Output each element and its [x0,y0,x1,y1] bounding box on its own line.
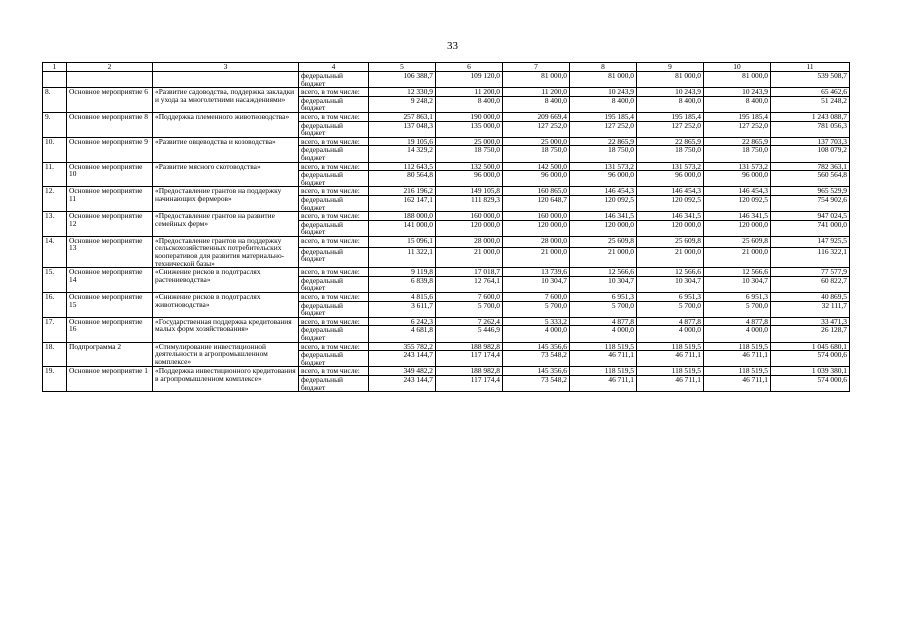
value-cell: 243 144,7 [369,351,436,367]
value-cell: 6 951,3 [704,293,771,302]
value-cell: 190 000,0 [436,112,503,121]
value-cell: 32 111,7 [771,301,850,317]
value-cell: 81 000,0 [570,72,637,88]
row-number: 9. [43,112,67,137]
value-cell: 560 564,8 [771,171,850,187]
value-cell: 51 248,2 [771,96,850,112]
indicator-cell: федеральный бюджет [299,375,369,391]
value-cell: 60 822,7 [771,276,850,292]
value-cell: 120 000,0 [503,220,570,236]
value-cell: 539 508,7 [771,72,850,88]
value-cell: 120 648,7 [503,195,570,211]
value-cell: 4 815,6 [369,293,436,302]
value-cell: 127 252,0 [704,121,771,137]
value-cell: 1 243 088,7 [771,112,850,121]
measure-title: «Государственная поддержка кредитования малых форм хозяйствования» [153,317,299,342]
value-cell: 135 000,0 [436,121,503,137]
row-number: 8. [43,88,67,113]
value-cell: 781 056,3 [771,121,850,137]
table-row [43,187,850,196]
value-cell: 22 865,9 [637,137,704,146]
value-cell: 109 120,0 [436,72,503,88]
value-cell: 118 519,5 [704,367,771,376]
value-cell: 349 482,2 [369,367,436,376]
indicator-cell: всего, в том числе: [299,212,369,221]
value-cell: 22 865,9 [570,137,637,146]
value-cell: 10 243,9 [637,88,704,97]
column-header: 10 [704,63,771,72]
value-cell: 146 341,5 [570,212,637,221]
value-cell: 6 839,8 [369,276,436,292]
value-cell: 8 400,0 [570,96,637,112]
measure-title: «Предоставление грантов на развитие семейных ферм» [153,212,299,237]
column-header: 5 [369,63,436,72]
measure-name: Основное мероприятие 13 [67,236,153,267]
value-cell: 120 092,5 [570,195,637,211]
indicator-cell: федеральный бюджет [299,195,369,211]
value-cell: 46 711,1 [570,351,637,367]
value-cell: 4 877,8 [637,317,704,326]
table-row [43,342,850,351]
value-cell: 137 048,3 [369,121,436,137]
value-cell: 9 119,8 [369,268,436,277]
value-cell: 120 000,0 [436,220,503,236]
indicator-cell: всего, в том числе: [299,236,369,247]
value-cell: 118 519,5 [570,342,637,351]
value-cell: 7 262,4 [436,317,503,326]
value-cell: 574 000,6 [771,351,850,367]
value-cell: 137 703,3 [771,137,850,146]
table-row [43,137,850,146]
value-cell: 160 000,0 [503,212,570,221]
value-cell: 96 000,0 [436,171,503,187]
value-cell: 146 341,5 [637,212,704,221]
value-cell: 11 322,1 [369,247,436,268]
value-cell: 120 000,0 [570,220,637,236]
value-cell: 6 242,3 [369,317,436,326]
value-cell: 9 248,2 [369,96,436,112]
indicator-cell: федеральный бюджет [299,121,369,137]
value-cell: 120 092,5 [704,195,771,211]
value-cell: 19 105,6 [369,137,436,146]
value-cell: 117 174,4 [436,351,503,367]
measure-name: Основное мероприятие 1 [67,367,153,392]
row-number: 16. [43,293,67,318]
value-cell: 46 711,1 [704,375,771,391]
indicator-cell: федеральный бюджет [299,326,369,342]
value-cell: 77 577,9 [771,268,850,277]
value-cell: 4 000,0 [570,326,637,342]
indicator-cell: федеральный бюджет [299,171,369,187]
table-row [43,112,850,121]
value-cell: 243 144,7 [369,375,436,391]
value-cell: 965 529,9 [771,187,850,196]
value-cell: 73 548,2 [503,351,570,367]
value-cell: 6 951,3 [637,293,704,302]
value-cell: 162 147,1 [369,195,436,211]
value-cell: 8 400,0 [436,96,503,112]
measure-title: «Снижение рисков в подотраслях растениеводства» [153,268,299,293]
row-number: 12. [43,187,67,212]
indicator-cell: федеральный бюджет [299,301,369,317]
value-cell: 195 185,4 [704,112,771,121]
value-cell: 73 548,2 [503,375,570,391]
table-row [43,293,850,302]
column-header: 8 [570,63,637,72]
value-cell: 4 877,8 [570,317,637,326]
value-cell: 127 252,0 [637,121,704,137]
value-cell: 195 185,4 [570,112,637,121]
value-cell: 33 471,3 [771,317,850,326]
row-number: 19. [43,367,67,392]
value-cell: 111 829,3 [436,195,503,211]
value-cell: 10 243,9 [704,88,771,97]
value-cell: 5 700,0 [637,301,704,317]
row-number: 14. [43,236,67,267]
value-cell: 11 200,0 [436,88,503,97]
indicator-cell: всего, в том числе: [299,137,369,146]
measure-title: «Поддержка инвестиционного кредитования в агропромышленном комплексе» [153,367,299,392]
table-row [43,72,850,88]
value-cell: 46 711,1 [570,375,637,391]
value-cell: 21 000,0 [503,247,570,268]
value-cell: 25 000,0 [503,137,570,146]
value-cell: 8 400,0 [503,96,570,112]
indicator-cell: федеральный бюджет [299,247,369,268]
value-cell: 8 400,0 [637,96,704,112]
indicator-cell: всего, в том числе: [299,162,369,171]
column-header: 3 [153,63,299,72]
value-cell: 131 573,2 [570,162,637,171]
value-cell: 216 196,2 [369,187,436,196]
value-cell: 96 000,0 [570,171,637,187]
value-cell: 5 700,0 [704,301,771,317]
value-cell: 146 454,3 [704,187,771,196]
row-number: 10. [43,137,67,162]
value-cell: 4 000,0 [503,326,570,342]
value-cell: 142 500,0 [503,162,570,171]
value-cell: 12 764,1 [436,276,503,292]
value-cell: 5 700,0 [436,301,503,317]
value-cell: 209 669,4 [503,112,570,121]
value-cell: 28 000,0 [436,236,503,247]
header-row [43,63,850,72]
value-cell: 120 000,0 [704,220,771,236]
column-header: 2 [67,63,153,72]
value-cell: 26 128,7 [771,326,850,342]
value-cell: 160 865,0 [503,187,570,196]
value-cell: 188 982,8 [436,367,503,376]
value-cell: 3 611,7 [369,301,436,317]
measure-name: Основное мероприятие 15 [67,293,153,318]
value-cell: 145 356,6 [503,342,570,351]
value-cell: 46 711,1 [637,375,704,391]
value-cell: 10 304,7 [704,276,771,292]
page-number: 33 [447,40,458,52]
value-cell: 18 750,0 [704,146,771,162]
value-cell: 18 750,0 [503,146,570,162]
value-cell: 17 018,7 [436,268,503,277]
value-cell: 149 105,8 [436,187,503,196]
value-cell: 782 363,1 [771,162,850,171]
column-header: 11 [771,63,850,72]
value-cell: 25 609,8 [570,236,637,247]
indicator-cell: федеральный бюджет [299,146,369,162]
value-cell: 6 951,3 [570,293,637,302]
value-cell: 21 000,0 [704,247,771,268]
value-cell: 40 869,5 [771,293,850,302]
table-row [43,317,850,326]
measure-name: Подпрограмма 2 [67,342,153,367]
value-cell: 145 356,6 [503,367,570,376]
column-header: 1 [43,63,67,72]
value-cell: 12 330,9 [369,88,436,97]
value-cell: 355 782,2 [369,342,436,351]
value-cell: 127 252,0 [503,121,570,137]
value-cell: 96 000,0 [704,171,771,187]
value-cell: 188 982,8 [436,342,503,351]
value-cell: 1 039 380,1 [771,367,850,376]
column-header: 6 [436,63,503,72]
value-cell: 4 681,8 [369,326,436,342]
value-cell: 4 000,0 [704,326,771,342]
indicator-cell: всего, в том числе: [299,112,369,121]
value-cell: 81 000,0 [503,72,570,88]
value-cell: 10 304,7 [570,276,637,292]
indicator-cell: всего, в том числе: [299,268,369,277]
value-cell: 127 252,0 [570,121,637,137]
column-header: 7 [503,63,570,72]
value-cell: 5 700,0 [570,301,637,317]
value-cell: 12 566,6 [704,268,771,277]
value-cell: 18 750,0 [570,146,637,162]
value-cell: 18 750,0 [436,146,503,162]
indicator-cell: всего, в том числе: [299,317,369,326]
value-cell: 754 902,6 [771,195,850,211]
value-cell: 12 566,6 [637,268,704,277]
indicator-cell: всего, в том числе: [299,342,369,351]
measure-name: Основное мероприятие 8 [67,112,153,137]
measure-name: Основное мероприятие 14 [67,268,153,293]
value-cell: 147 925,5 [771,236,850,247]
column-header: 4 [299,63,369,72]
indicator-cell: федеральный бюджет [299,72,369,88]
row-number: 18. [43,342,67,367]
value-cell: 81 000,0 [637,72,704,88]
table-row [43,268,850,277]
value-cell: 7 600,0 [503,293,570,302]
value-cell: 146 341,5 [704,212,771,221]
value-cell: 1 045 680,1 [771,342,850,351]
indicator-cell: федеральный бюджет [299,220,369,236]
value-cell: 118 519,5 [637,367,704,376]
indicator-cell: федеральный бюджет [299,351,369,367]
value-cell: 141 000,0 [369,220,436,236]
value-cell: 46 711,1 [704,351,771,367]
value-cell: 5 333,2 [503,317,570,326]
value-cell: 120 092,5 [637,195,704,211]
value-cell: 257 863,1 [369,112,436,121]
measure-title: «Развитие мясного скотоводства» [153,162,299,187]
value-cell: 188 000,0 [369,212,436,221]
value-cell: 574 000,6 [771,375,850,391]
value-cell: 112 643,5 [369,162,436,171]
value-cell: 14 329,2 [369,146,436,162]
value-cell: 96 000,0 [637,171,704,187]
indicator-cell: всего, в том числе: [299,293,369,302]
value-cell: 160 000,0 [436,212,503,221]
value-cell: 146 454,3 [570,187,637,196]
table-row [43,212,850,221]
indicator-cell: всего, в том числе: [299,88,369,97]
value-cell: 15 096,1 [369,236,436,247]
value-cell: 13 739,6 [503,268,570,277]
value-cell: 116 322,1 [771,247,850,268]
measure-title: «Развитие садоводства, поддержка закладки и ухода за многолетними насаждениями» [153,88,299,113]
measure-title: «Поддержка племенного животноводства» [153,112,299,137]
value-cell: 80 564,8 [369,171,436,187]
value-cell: 131 573,2 [704,162,771,171]
table-row [43,162,850,171]
column-header: 9 [637,63,704,72]
value-cell: 4 000,0 [637,326,704,342]
table-row [43,367,850,376]
budget-table [42,62,850,392]
measure-name: Основное мероприятие 9 [67,137,153,162]
row-number: 15. [43,268,67,293]
value-cell: 12 566,6 [570,268,637,277]
value-cell: 10 304,7 [637,276,704,292]
value-cell: 21 000,0 [637,247,704,268]
measure-title: «Предоставление грантов на поддержку сельскохозяйственных потребительских кооперативов для развития материально-технической базы» [153,236,299,267]
value-cell: 5 446,9 [436,326,503,342]
measure-name: Основное мероприятие 12 [67,212,153,237]
measure-name: Основное мероприятие 10 [67,162,153,187]
indicator-cell: всего, в том числе: [299,367,369,376]
value-cell: 132 500,0 [436,162,503,171]
value-cell: 195 185,4 [637,112,704,121]
indicator-cell: всего, в том числе: [299,187,369,196]
value-cell: 28 000,0 [503,236,570,247]
value-cell: 18 750,0 [637,146,704,162]
value-cell: 21 000,0 [570,247,637,268]
row-number: 11. [43,162,67,187]
value-cell: 96 000,0 [503,171,570,187]
row-number: 13. [43,212,67,237]
measure-title: «Предоставление грантов на поддержку начинающих фермеров» [153,187,299,212]
value-cell: 11 200,0 [503,88,570,97]
value-cell: 10 243,9 [570,88,637,97]
value-cell: 118 519,5 [704,342,771,351]
value-cell: 25 609,8 [637,236,704,247]
value-cell: 21 000,0 [436,247,503,268]
indicator-cell: федеральный бюджет [299,276,369,292]
value-cell: 81 000,0 [704,72,771,88]
value-cell: 7 600,0 [436,293,503,302]
value-cell: 65 462,6 [771,88,850,97]
value-cell: 131 573,2 [637,162,704,171]
value-cell: 947 024,5 [771,212,850,221]
table-body [43,72,850,392]
value-cell: 117 174,4 [436,375,503,391]
value-cell: 25 609,8 [704,236,771,247]
measure-title: «Стимулирование инвестиционной деятельности в агропромышленном комплексе» [153,342,299,367]
value-cell: 5 700,0 [503,301,570,317]
value-cell: 106 388,7 [369,72,436,88]
value-cell: 8 400,0 [704,96,771,112]
measure-name: Основное мероприятие 6 [67,88,153,113]
measure-title: «Развитие овцеводства и козоводства» [153,137,299,162]
value-cell: 120 000,0 [637,220,704,236]
indicator-cell: федеральный бюджет [299,96,369,112]
value-cell: 118 519,5 [570,367,637,376]
value-cell: 25 000,0 [436,137,503,146]
value-cell: 46 711,1 [637,351,704,367]
row-number: 17. [43,317,67,342]
value-cell: 146 454,3 [637,187,704,196]
measure-title: «Снижение рисков в подотраслях животноводства» [153,293,299,318]
value-cell: 22 865,9 [704,137,771,146]
value-cell: 10 304,7 [503,276,570,292]
value-cell: 108 079,2 [771,146,850,162]
measure-name: Основное мероприятие 16 [67,317,153,342]
value-cell: 4 877,8 [704,317,771,326]
value-cell: 118 519,5 [637,342,704,351]
table-row [43,236,850,247]
value-cell: 741 000,0 [771,220,850,236]
measure-name: Основное мероприятие 11 [67,187,153,212]
table-row [43,88,850,97]
